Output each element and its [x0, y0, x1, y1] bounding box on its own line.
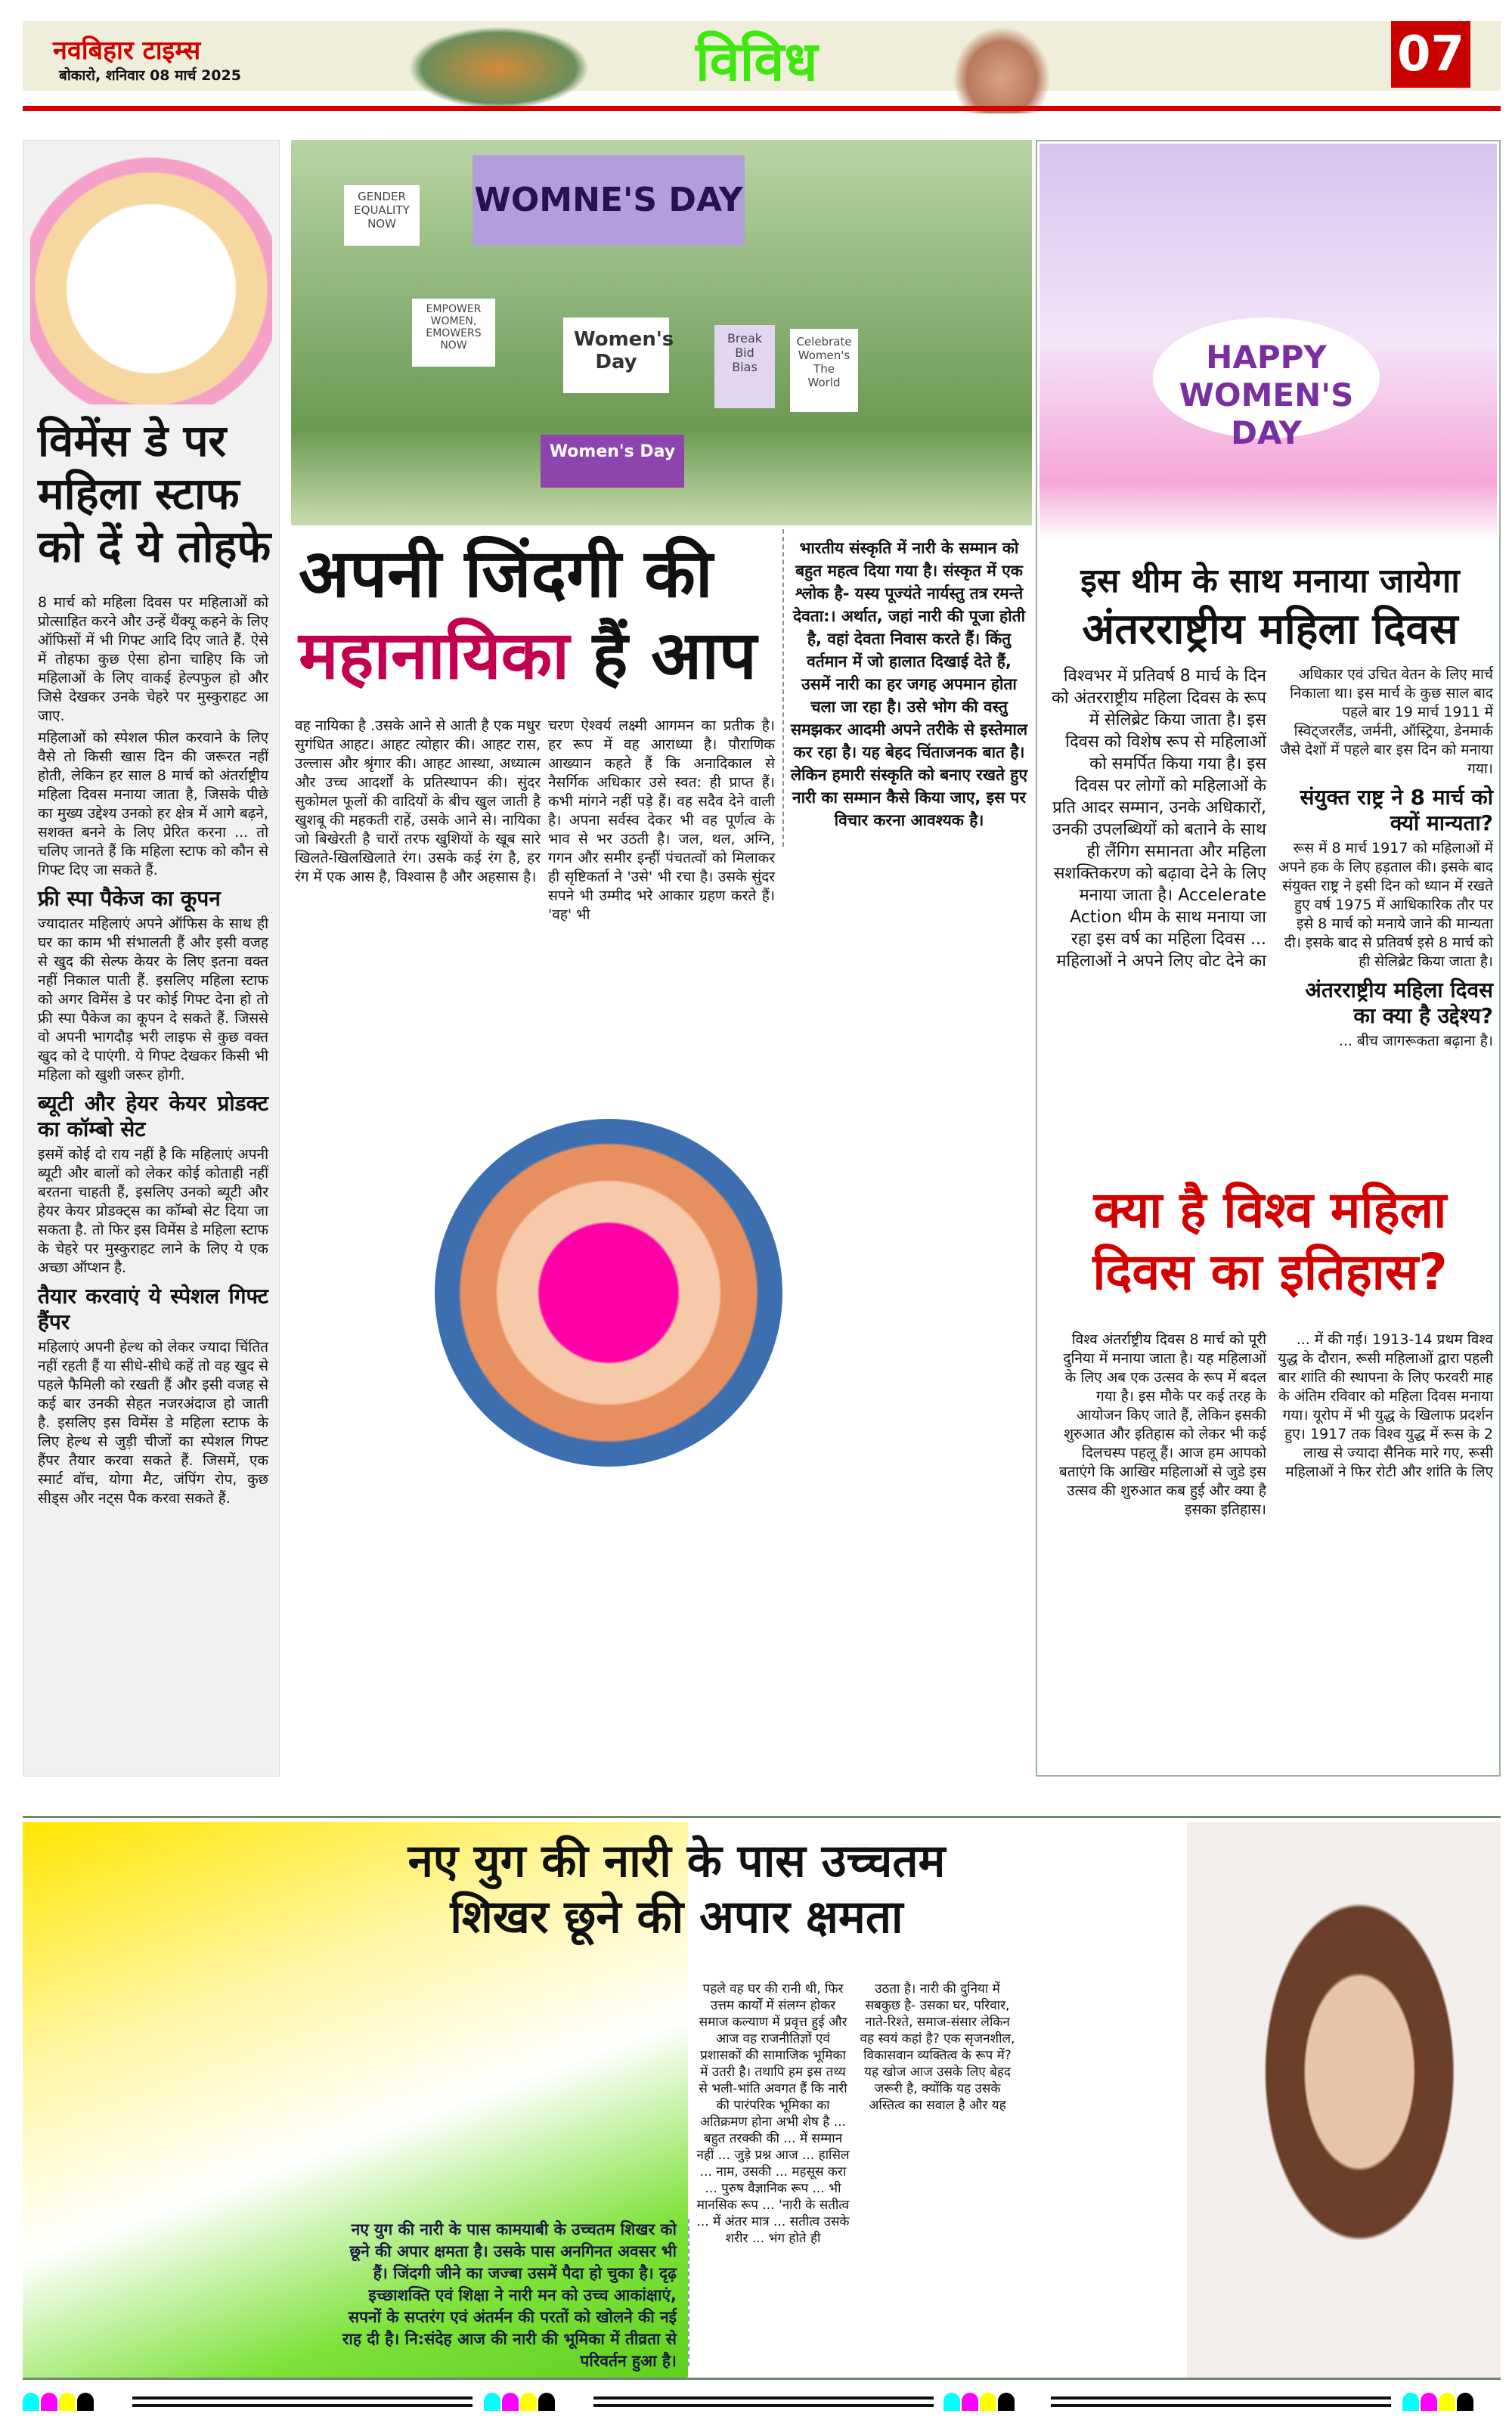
footer-rule: [1051, 2396, 1391, 2407]
headline-line: शिखर छूने की अपार क्षमता: [450, 1891, 903, 1944]
paragraph: अधिकार एवं उचित वेतन के लिए मार्च निकाला था। इस मार्च के कुछ साल बाद पहले बार 19 मार्च 1911 में स्विट्जरलैंड, जर्मनी, ऑस्ट्रिया, डेनमार्क जैसे देशों में पहले बार इस दिन को मनाया गया।: [1280, 666, 1493, 777]
bottom-col-2: उठता है। नारी की दुनिया में सबकुछ है- उसका घर, परिवार, नाते-रिश्ते, समाज-संसार लेकिन वह स्वयं कहां है? एक सृजनशील, विकासवान व्यक्तित्व के रूप में? यह खोज आज उसके लिए बेहद जरूरी है, क्योंकि यह उसके अस्तित्व का सवाल है और यह: [860, 1981, 1015, 2113]
subheading: फ्री स्पा पैकेज का कूपन: [38, 886, 221, 911]
section-divider: [23, 1816, 1501, 1818]
footer-rule: [593, 2396, 934, 2407]
happy-womens-day-image: [1040, 144, 1497, 541]
headline-highlight: महानायिका: [299, 616, 569, 694]
right-col-1: विश्वभर में प्रतिवर्ष 8 मार्च के दिन को अंतरराष्ट्रीय महिला दिवस के रूप में सेलिब्रेट किया जाता है। इस दिवस को विशेष रूप से महिलाओं को समर्पित किया गया है। इस दिवस पर लोगों को महिलाओं के प्रति आदर सम्मान, उनके अधिकारों, उनकी उपलब्धियों को बताने के साथ ही लैंगिग समानता और महिला सशक्तिकरण को बढ़ावा देने के लिए मनाया जाता है। Accelerate Action थीम के साथ मनाया जा रहा इस वर्ष का महिला दिवस ... महिलाओं ने अपने लिए वोट देने का: [1051, 667, 1266, 971]
headline-line: अपनी जिंदगी की: [299, 534, 713, 612]
footer-rule: [132, 2396, 472, 2407]
paragraph: ... बीच जागरूकता बढ़ाना है।: [1338, 1033, 1493, 1049]
center-col-1: वह नायिका है .उसके आने से आती है एक मधुर सुगंधित आहट। आहट त्योहार की। आहट रास, उल्लास और श्रृंगार की। आहट आस्था, अध्यात्म और उच्च आदर्शों के प्रतिस्थापन की। सुंदर सुकोमल फूलों की वादियों के बीच खुल जाती है खुशबू की महकती राहें, उसके आने से। नायिका जो बिखेरती है चारों तरफ खुशियों के खूब सारे खिलते-खिलखिलाते रंग। उसके कई रंग है, हर रंग में एक आस है, विश्वास है और अहसास है।: [295, 717, 541, 885]
woman-with-flowers-photo: [1187, 1822, 1501, 2378]
headline-line: इस थीम के साथ मनाया जायेगा: [1080, 562, 1460, 600]
history-col-2: ... में की गई। 1913-14 प्रथम विश्व युद्ध के दौरान, रूसी महिलाओं द्वारा पहली बार शांति की स्थापना के लिए फरवरी माह के अंतिम रविवार को महिला दिवस मनाया गया। यूरोप में भी युद्ध के खिलाफ प्रदर्शन हुए। 1917 तक विश्व युद्ध में रूस के 2 लाख से ज्यादा सैनिक मारे गए, रूसी महिलाओं ने फिर रोटी और शांति के लिए: [1278, 1331, 1493, 1480]
women-circle-illustration: [435, 1119, 782, 1467]
center-intro: भारतीय संस्कृति में नारी के सम्मान को बहुत महत्व दिया गया है। संस्कृत में एक श्लोक है- यस्य पूज्यंते नार्यस्तु तत्र रमन्ते देवता:। अर्थात, जहां नारी की पूजा होती है, वहां देवता निवास करते हैं। किंतु वर्तमान में जो हालात दिखाई देते हैं, उसमें नारी का हर जगह अपमान होता चला जा रहा है। उसे भोग की वस्तु समझकर आदमी अपने तरीके से इस्तेमाल कर रहा है। यह बेहद चिंताजनक बात है। लेकिन हमारी संस्कृति को बनाए रखते हुए नारी का सम्मान कैसे किया जाए, इस पर विचार करना आवश्यक है।: [790, 539, 1028, 829]
masthead: नवबिहार टाइम्स: [53, 36, 201, 66]
registration-mark: [943, 2393, 1015, 2411]
women-professionals-illustration: [30, 147, 272, 404]
section-title: विविध: [696, 29, 818, 93]
paragraph: ज्यादातर महिलाएं अपने ऑफिस के साथ ही घर का काम भी संभालती हैं और इसी वजह से खुद की सेल्फ केयर के लिए इतना वक्त नहीं निकाल पाती हैं. इसलिए महिला स्टाफ को अगर विमेंस डे पर कोई गिफ्ट देना हो तो फ्री स्पा पैकेज का कूपन दे सकते हैं. जिससे वो अपनी भागदौड़ भरी लाइफ से कुछ वक्त खुद को दे पाएंगी. ये गिफ्ट देखकर किसी भी महिला को खुशी जरूर होगी.: [38, 916, 268, 1083]
registration-mark: [484, 2393, 555, 2411]
headline-line: [299, 615, 782, 696]
placard: Women's Day: [563, 318, 669, 393]
headline-line: नए युग की नारी के पास उच्चतम: [407, 1835, 946, 1888]
subheading: ब्यूटी और हेयर केयर प्रोडक्ट का कॉम्बो सेट: [38, 1091, 268, 1142]
left-article-body: [38, 593, 268, 1511]
statue-image: [953, 26, 1051, 113]
bottom-headline: [336, 1833, 1017, 1945]
bottom-callout: नए युग की नारी के पास कामयाबी के उच्चतम शिखर को छूने की अपार क्षमता है। उसके पास अनगिनत अवसर भी हैं। जिंदगी जीने का जज्बा उसमें पैदा हो चुका है। दृढ़ इच्छाशक्ति एवं शिक्षा ने नारी मन को उच्च आकांक्षाएं, सपनों के सप्तरंग एवं अंतर्मन की परतों को खोलने की नई राह दी है। नि:संदेह आज की नारी की भूमिका में तीव्रता से परिवर्तन हुआ है।: [342, 2220, 677, 2370]
page-number: 07: [1391, 21, 1470, 88]
subheading: अंतरराष्ट्रीय महिला दिवस का क्या है उद्देश्य?: [1305, 977, 1493, 1028]
registration-mark: [23, 2393, 94, 2411]
registration-mark: [1402, 2393, 1473, 2411]
column-divider: [688, 2219, 689, 2366]
headline-line: अंतरराष्ट्रीय महिला दिवस: [1082, 605, 1458, 654]
history-headline: क्या है विश्व महिला दिवस का इतिहास?: [1092, 1181, 1448, 1301]
history-col-1: विश्व अंतर्राष्ट्रीय दिवस 8 मार्च को पूरी दुनिया में मनाया जाता है। यह महिलाओं के लिए अब एक उत्सव के रूप में बदल गया है। इस मौके पर कई तरह के आयोजन किए जाते हैं, लेकिन इसकी शुरुआत और इतिहास को लेकर भी कई दिलचस्प पहलू हैं। आज हम आपको बताएंगे कि आखिर महिलाओं से जुडे इस उत्सव की शुरुआत कब हुई और क्या है इसका इतिहास।: [1058, 1331, 1266, 1518]
image-caption-text: HAPPY WOMEN'S DAY: [1153, 318, 1380, 438]
paragraph: महिलाओं को स्पेशल फील करवाने के लिए वैसे तो किसी खास दिन की जरूरत नहीं होती, लेकिन हर साल 8 मार्च को अंतर्राष्ट्रीय महिला दिवस मनाया जाता है, जिसके पीछे का मुख्य उद्देश्य उनको हर क्षेत्र में आगे बढ़ने, सशक्त बनने के लिए प्रेरित करना ... तो चलिए जानते हैं कि महिला स्टाफ को कौन से गिफ्ट दिए जा सकते हैं.: [38, 730, 268, 878]
paragraph: इसमें कोई दो राय नहीं है कि महिलाएं अपनी ब्यूटी और बालों को लेकर कोई कोताही नहीं बरतना चाहती हैं, इसलिए उनको ब्यूटी और हेयर केयर प्रोडक्ट्स का कॉम्बो सेट दिया जा सकता है. तो फिर इस विमेंस डे महिला स्टाफ के चेहरे पर मुस्कुराहट लाने के लिए ये एक अच्छा ऑप्शन है.: [38, 1146, 268, 1276]
issue-date: बोकारो, शनिवार 08 मार्च 2025: [59, 67, 241, 84]
placard: Celebrate Women's The World: [790, 329, 858, 412]
placard: Break Bid Bias: [714, 325, 775, 408]
state-map-collage-image: [408, 26, 590, 110]
left-headline: विमेंस डे पर महिला स्टाफ को दें ये तोहफे: [38, 415, 271, 572]
paragraph: 8 मार्च को महिला दिवस पर महिलाओं को प्रोत्साहित करने और उन्हें थैंक्यू कहने के लिए ऑफिसों में भी गिफ्ट आदि दिए जाते हैं. ऐसे में तोहफा कुछ ऐसा होना चाहिए कि जो महिलाओं के लिए वाकई हेल्पफुल हो और जिसे देखकर उनके चेहरे पर मुस्कुराहट आ जाए.: [38, 594, 268, 724]
header-divider: [23, 106, 1501, 111]
womens-day-rally-photo: [291, 140, 1032, 525]
subheading: तैयार करवाएं ये स्पेशल गिफ्ट हैंपर: [38, 1284, 268, 1334]
bottom-col-1: पहले वह घर की रानी थी, फिर उत्तम कार्यों में संलग्न होकर समाज कल्याण में प्रवृत्त हुई और आज वह राजनीतिज्ञों एवं प्रशासकों की सामाजिक भूमिका में उतरी है। तथापि हम इस तथ्य से भली-भांति अवगत हैं कि नारी की पारंपरिक भूमिका का अतिक्रमण होना अभी शेष है ... बहुत तरक्की की ... में सम्मान नहीं ... जुड़े प्रश्न आज ... हासिल ... नाम, उसकी ... महसूस करा ... पुरुष वैज्ञानिक रूप ... भी मानसिक रूप ... 'नारी के सतीत्व ... में अंतर मात्र ... सतीत्व उसके शरीर ... भंग होते ही: [696, 1981, 850, 2246]
center-headline: [299, 533, 782, 696]
right-headline: [1051, 559, 1489, 656]
placard: GENDER EQUALITY NOW: [344, 185, 420, 246]
footer-divider: [23, 2378, 1501, 2380]
headline-end: हैं आप: [592, 616, 757, 694]
subheading: संयुक्त राष्ट्र ने 8 मार्च को क्यों मान्यता?: [1300, 785, 1493, 835]
placard: EMPOWER WOMEN, EMOWERS NOW: [412, 299, 495, 367]
paragraph: रूस में 8 मार्च 1917 को महिलाओं में अपने हक के लिए हड़ताल की। इसके बाद संयुक्त राष्ट्र ने इसी दिन को ध्यान में रखते हुए वर्ष 1975 में आधिकारिक तौर पर इसे 8 मार्च को मनाये जाने की मान्यता दी। इसके बाद से प्रतिवर्ष इसे 8 मार्च को ही सेलिब्रेट किया जाता है।: [1278, 840, 1493, 970]
paragraph: महिलाएं अपनी हेल्थ को लेकर ज्यादा चिंतित नहीं रहती हैं या सीधे-सीधे कहें तो वह खुद से पहले फैमिली को रखती हैं और इसी वजह से कई बार उनकी सेहत नजरअंदाज हो जाती है. इसलिए इस विमेंस डे महिला स्टाफ के लिए हेल्थ से जुड़ी चीजों का स्पेशल गिफ्ट हैंपर तैयार करवा सकते हैं. जिसमें, एक स्मार्ट वॉच, योगा मैट, जंपिंग रोप, कुछ सीड्स और नट्स पैक करवा सकते हैं.: [38, 1339, 268, 1507]
center-col-2: चरण ऐश्वर्य लक्ष्मी आगमन का प्रतीक है। हर रूप में वह आराध्या है। पौराणिक आख्यान कहते हैं कि अनादिकाल से नैसर्गिक अधिकार उसे स्वत: ही प्राप्त हैं। कभी मांगने नहीं पड़े हैं। वह सदैव देने वाली है। अपना सर्वस्व देकर भी वह पूर्णत्व के भाव से भर उठती है। जल, थल, अग्नि, गगन और समीर इन्हीं पंचतत्वों को मिलाकर ही सृष्टिकर्ता ने 'उसे' भी रचा है। उसके सुंदर सपने भी उम्मीद भरे आकार ग्रहण करते हैं। 'वह' भी: [548, 717, 775, 923]
column-divider: [782, 529, 784, 847]
placard: Women's Day: [541, 435, 684, 488]
banner: WOMNE'S DAY: [472, 155, 745, 246]
right-col-2: [1278, 665, 1493, 1054]
